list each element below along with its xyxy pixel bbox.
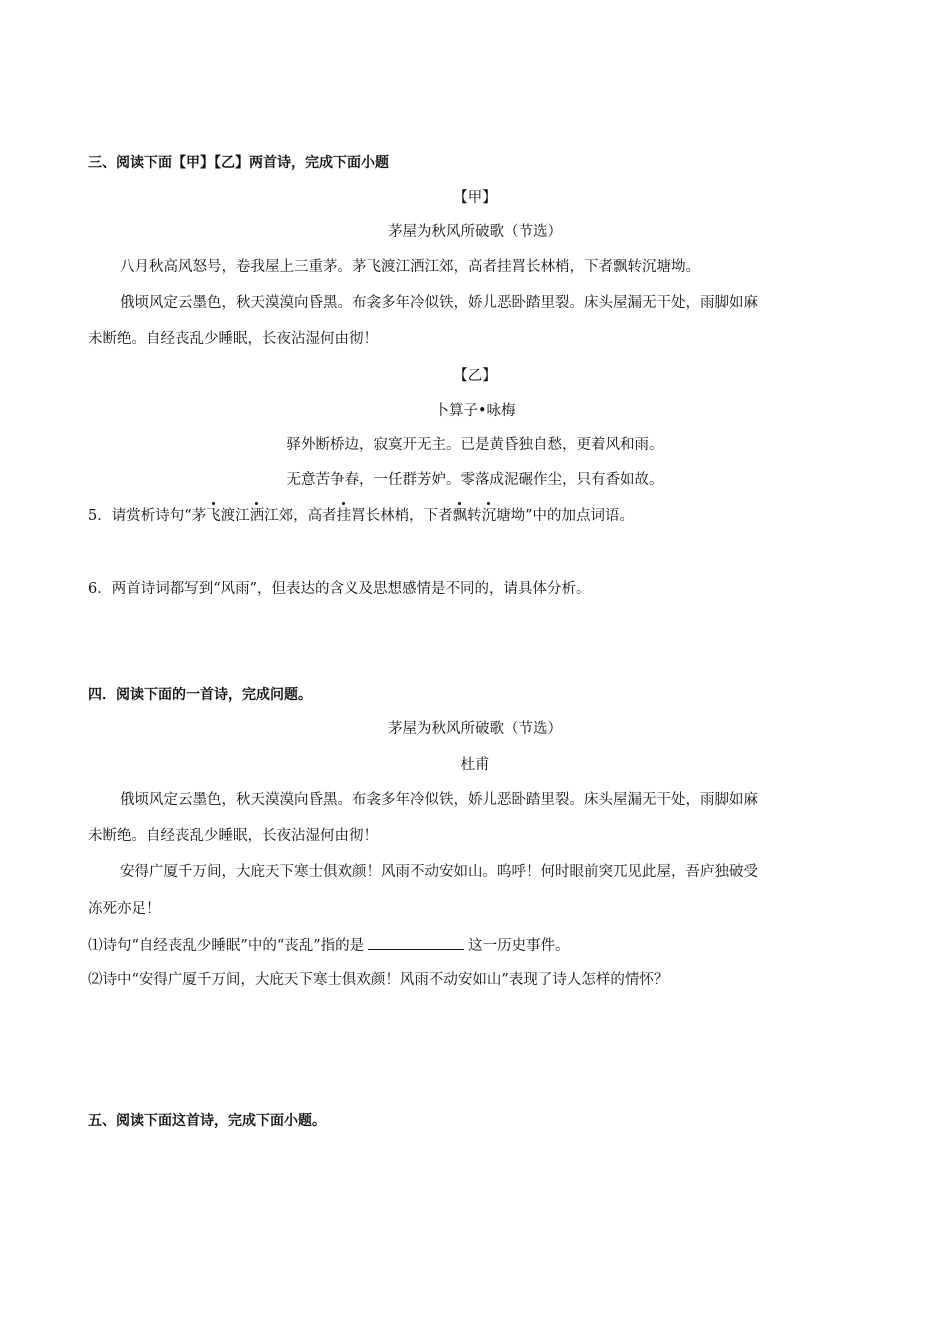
jia-line-1: 八月秋高风怒号，卷我屋上三重茅。茅飞渡江洒江郊，高者挂罥长林梢，下者飘转沉塘坳。	[120, 259, 700, 275]
poem-line-3: 安得广厦千万间，大庇天下寒士俱欢颜！风雨不动安如山。呜呼！何时眼前突兀见此屋，吾庐独破受	[120, 864, 758, 880]
q5-text-3: 江郊，高者	[264, 508, 337, 524]
sq1-text-before: ⑴诗句“自经丧乱少睡眠”中的“丧乱”指的是	[88, 938, 365, 954]
answer-blank[interactable]	[368, 935, 464, 950]
section5-heading: 五、阅读下面这首诗，完成下面小题。	[88, 1113, 326, 1129]
yi-line-2: 无意苦争春，一任群芳妒。零落成泥碾作尘，只有香如故。	[286, 472, 664, 488]
sub-question-1	[88, 935, 570, 956]
q5-text-5: 转	[467, 508, 482, 524]
q5-text-1: 5．请赏析诗句“茅	[88, 508, 207, 524]
poem-line-2: 未断绝。自经丧乱少睡眠，长夜沾湿何由彻！	[88, 828, 378, 844]
poem-author: 杜甫	[460, 757, 490, 773]
question-6: 6．两首诗词都写到“风雨”，但表达的含义及思想感情是不同的，请具体分析。	[88, 581, 591, 597]
q5-dotted-word: 沉	[481, 508, 497, 524]
q5-dotted-word: 洒	[249, 508, 265, 524]
poem-line-1: 俄顷风定云墨色，秋天漠漠向昏黑。布衾多年冷似铁，娇儿恶卧踏里裂。床头屋漏无干处，雨脚如麻	[120, 792, 758, 808]
q5-text-2: 渡江	[220, 508, 250, 524]
jia-line-3: 未断绝。自经丧乱少睡眠，长夜沾湿何由彻！	[88, 331, 378, 347]
section4-heading: 四．阅读下面的一首诗，完成问题。	[88, 687, 312, 703]
q5-text-4: 罥长林梢，下者	[351, 508, 453, 524]
poem-title: 茅屋为秋风所破歌（节选）	[388, 721, 562, 737]
yi-line-1: 驿外断桥边，寂寞开无主。已是黄昏独自愁，更着风和雨。	[286, 437, 664, 453]
section3-heading: 三、阅读下面【甲】【乙】两首诗，完成下面小题	[88, 155, 389, 171]
q5-dotted-word: 飘	[452, 508, 468, 524]
q5-dotted-word: 飞	[206, 508, 221, 524]
yi-label: 【乙】	[453, 368, 497, 384]
q5-text-6: 塘坳”中的加点词语。	[496, 508, 635, 524]
jia-line-2: 俄顷风定云墨色，秋天漠漠向昏黑。布衾多年冷似铁，娇儿恶卧踏里裂。床头屋漏无干处，雨脚如麻	[120, 295, 758, 311]
jia-label: 【甲】	[453, 190, 497, 206]
poem-line-4: 冻死亦足！	[88, 901, 161, 917]
jia-title: 茅屋为秋风所破歌（节选）	[388, 224, 562, 240]
q5-dotted-word: 挂	[336, 508, 352, 524]
sq1-text-after: 这一历史事件。	[468, 938, 570, 954]
sub-question-2: ⑵诗中“安得广厦千万间，大庇天下寒士俱欢颜！风雨不动安如山”表现了诗人怎样的情怀？	[88, 972, 669, 988]
question-5	[88, 506, 634, 526]
yi-title: 卜算子•咏梅	[434, 403, 516, 419]
